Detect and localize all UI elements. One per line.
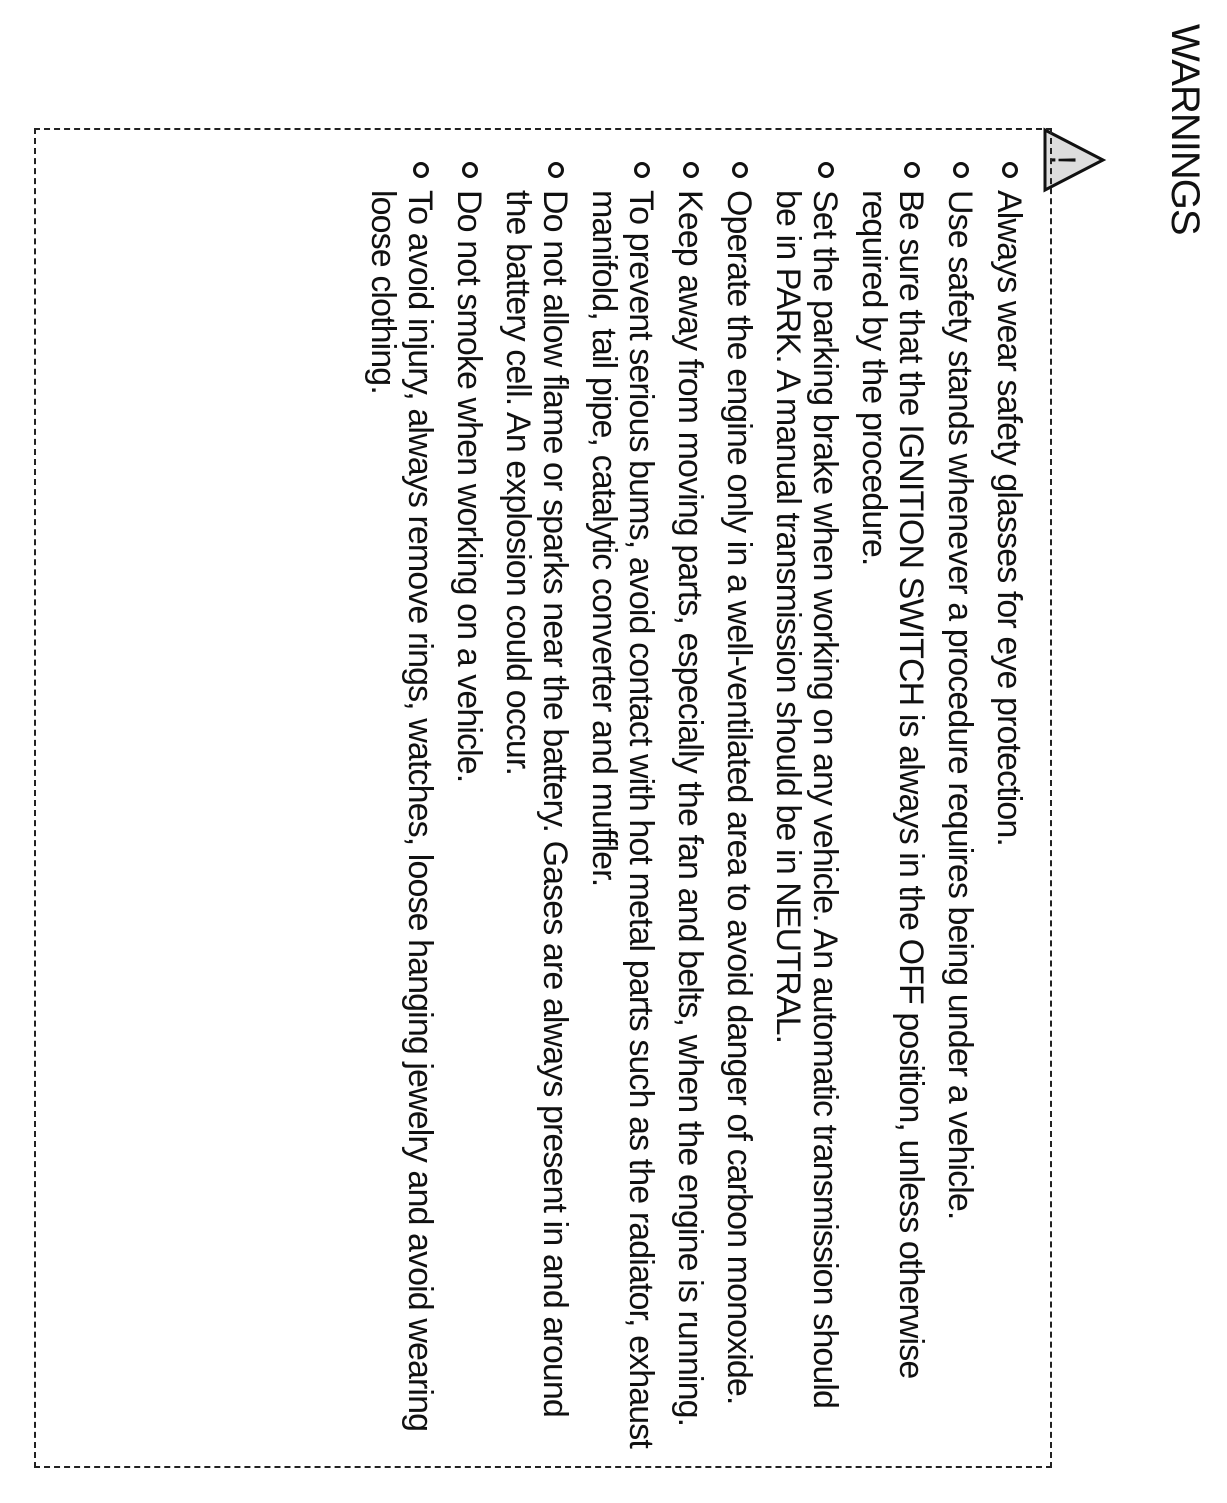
bullet-circle-icon — [413, 162, 429, 178]
bullet-circle-icon — [548, 162, 564, 178]
bullet-circle-icon — [818, 162, 834, 178]
list-item — [499, 160, 573, 1450]
warning-text: Operate the engine only in a well-ventilated area to avoid danger of carbon monoxide. — [720, 190, 758, 1405]
warning-text: Do not smoke when working on a vehicle. — [450, 190, 488, 783]
warning-text: Do not allow flame or sparks near the battery. Gases are always present in and around the battery cell. An explosion could occur. — [499, 190, 574, 1417]
list-item — [941, 160, 978, 1450]
bullet-circle-icon — [462, 162, 478, 178]
bullet-circle-icon — [683, 162, 699, 178]
list-item — [769, 160, 843, 1450]
bullet-circle-icon — [953, 162, 969, 178]
warning-exclamation: ! — [1044, 155, 1082, 165]
warning-text: To avoid injury, always remove rings, watches, loose hanging jewelry and avoid wearing loose clothing. — [364, 190, 439, 1432]
bullet-circle-icon — [904, 162, 920, 178]
warning-text: Set the parking brake when working on any vehicle. An automatic transmission should be in PARK. A manual transmission should be in NEUTRAL. — [769, 190, 844, 1409]
warning-text: Use safety stands whenever a procedure requires being under a vehicle. — [941, 190, 979, 1220]
list-item — [720, 160, 757, 1450]
warning-text: Be sure that the IGNITION SWITCH is always in the OFF position, unless otherwise required by the procedure. — [855, 190, 930, 1379]
bullet-circle-icon — [1002, 162, 1018, 178]
list-item — [450, 160, 487, 1450]
warnings-list — [352, 160, 1027, 1450]
bullet-circle-icon — [634, 162, 650, 178]
list-item — [855, 160, 929, 1450]
warning-text: Always wear safety glasses for eye protection. — [990, 190, 1028, 846]
list-item — [585, 160, 659, 1450]
list-item — [364, 160, 438, 1450]
bullet-circle-icon — [732, 162, 748, 178]
list-item — [671, 160, 708, 1450]
warning-text: Keep away from moving parts, especially the fan and belts, when the engine is running. — [671, 190, 709, 1427]
list-item — [990, 160, 1027, 1450]
page-title: WARNINGS — [1163, 24, 1207, 235]
warning-text: To prevent serious bums, avoid contact with hot metal parts such as the radiator, exhaust manifold, tail pipe, catalytic converter and muffler. — [585, 190, 660, 1448]
